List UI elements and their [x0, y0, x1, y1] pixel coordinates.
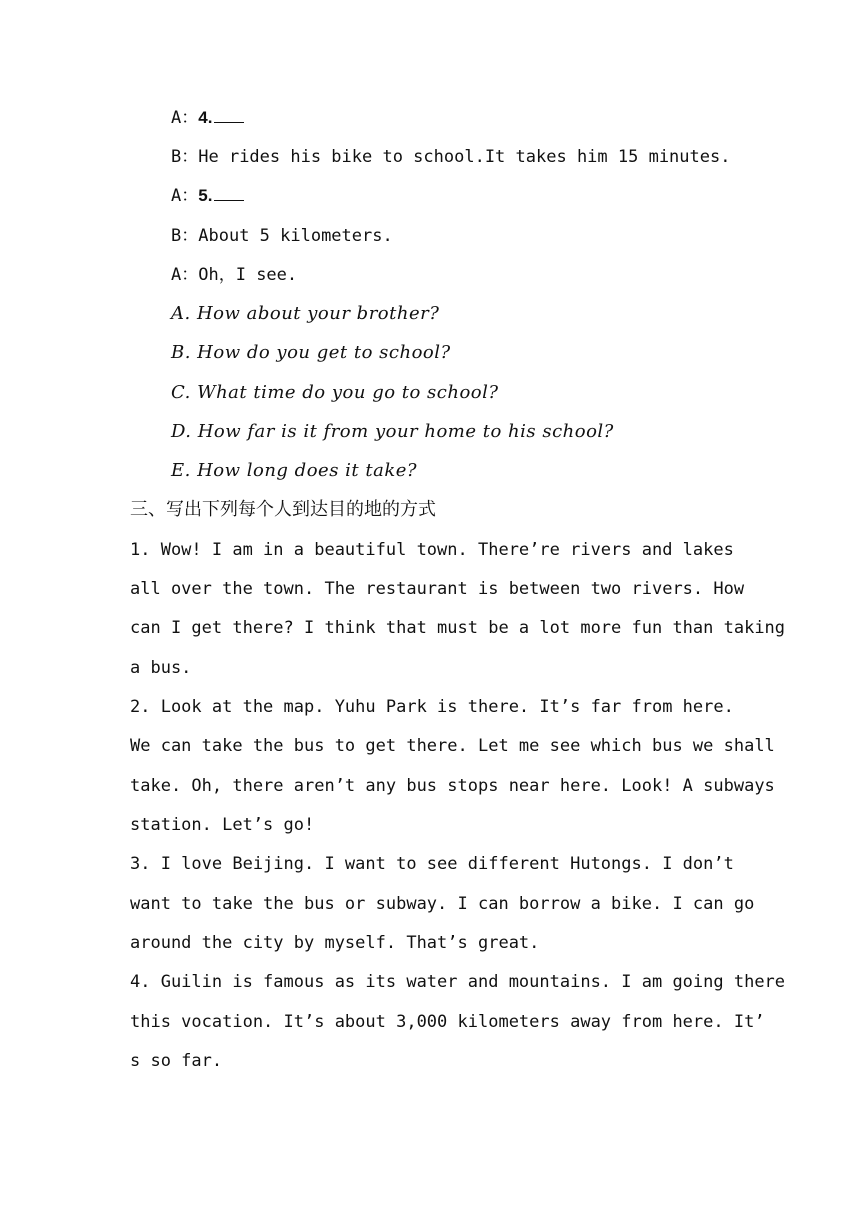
option-d: D. How far is it from your home to his school? — [171, 421, 614, 442]
speaker-label: A： — [171, 186, 199, 206]
paragraph-1-line: 1. Wow! I am in a beautiful town. There’re rivers and lakes — [130, 540, 734, 560]
paragraph-2-line: take. Oh, there aren’t any bus stops near here. Look! A subways — [130, 776, 775, 796]
paragraph-4-line: this vocation. It’s about 3,000 kilometers away from here. It’ — [130, 1012, 765, 1032]
paragraph-3-line: around the city by myself. That’s great. — [130, 933, 540, 953]
paragraph-2-line: 2. Look at the map. Yuhu Park is there. It’s far from here. — [130, 697, 734, 717]
dialogue-line-4 — [171, 225, 771, 247]
section-title: 三、写出下列每个人到达目的地的方式 — [130, 499, 436, 520]
paragraph-4-line: s so far. — [130, 1051, 223, 1071]
paragraph-2-line: station. Let’s go! — [130, 815, 315, 835]
question-number: 5. — [198, 186, 213, 205]
dialogue-text: About 5 kilometers. — [198, 226, 393, 246]
paragraph-3-line: 3. I love Beijing. I want to see different Hutongs. I don’t — [130, 854, 734, 874]
dialogue-line-3 — [171, 185, 771, 207]
paragraph-3-line: want to take the bus or subway. I can borrow a bike. I can go — [130, 894, 755, 914]
dialogue-line-5 — [171, 264, 771, 286]
paragraph-4-line: 4. Guilin is famous as its water and mountains. I am going there — [130, 972, 786, 992]
answer-blank[interactable] — [214, 108, 244, 123]
paragraph-1-line: all over the town. The restaurant is between two rivers. How — [130, 579, 745, 599]
option-b: B. How do you get to school? — [171, 342, 451, 363]
speaker-label: B： — [171, 226, 199, 246]
dialogue-text: He rides his bike to school.It takes him 15 minutes. — [198, 147, 731, 167]
paragraph-1-line: a bus. — [130, 658, 192, 678]
option-c: C. What time do you go to school? — [171, 382, 499, 403]
dialogue-line-1 — [171, 107, 771, 129]
question-number: 4. — [198, 108, 213, 127]
paragraph-1-line: can I get there? I think that must be a lot more fun than taking — [130, 618, 786, 638]
speaker-label: A： — [171, 265, 199, 285]
dialogue-text: Oh，I see. — [198, 265, 298, 285]
speaker-label: B： — [171, 147, 199, 167]
paragraph-2-line: We can take the bus to get there. Let me see which bus we shall — [130, 736, 775, 756]
speaker-label: A： — [171, 108, 199, 128]
option-a: A. How about your brother? — [171, 303, 440, 324]
dialogue-line-2 — [171, 146, 771, 168]
option-e: E. How long does it take? — [171, 460, 418, 481]
answer-blank[interactable] — [214, 186, 244, 201]
